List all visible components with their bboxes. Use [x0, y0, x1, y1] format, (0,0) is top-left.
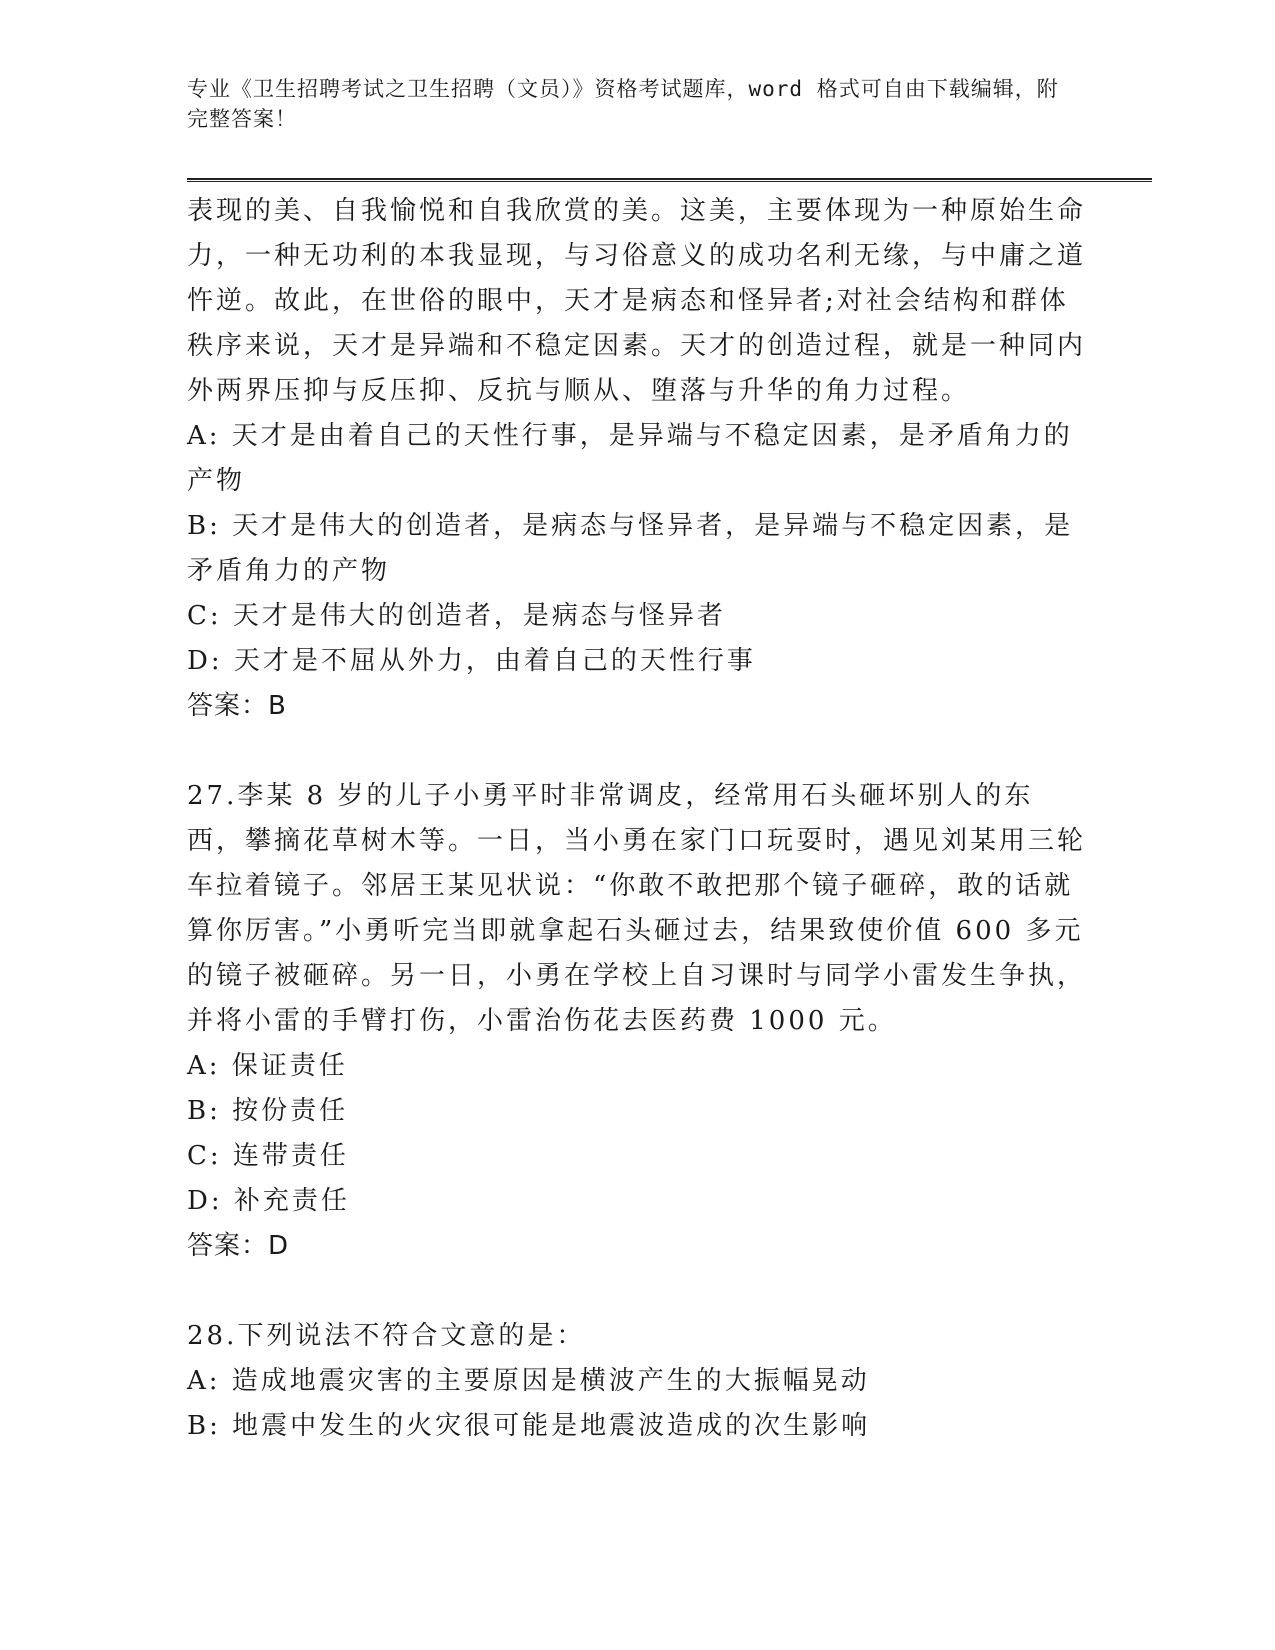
question-26 [187, 189, 1087, 729]
option-a: A: 保证责任 [187, 1051, 348, 1081]
question-28 [187, 1314, 1087, 1449]
option-d: D: 补充责任 [187, 1186, 350, 1216]
question-stem: 表现的美、自我愉悦和自我欣赏的美。这美，主要体现为一种原始生命力，一种无功利的本我显现，与习俗意义的成功名利无缘，与中庸之道忤逆。故此，在世俗的眼中，天才是病态和怪异者;对社会结构和群体秩序来说，天才是异端和不稳定因素。天才的创造过程，就是一种同内外两界压抑与反压抑、反抗与顺从、堕落与升华的角力过程。 [187, 196, 1087, 406]
answer-label: 答案：D [187, 1231, 290, 1261]
option-d: D: 天才是不屈从外力，由着自己的天性行事 [187, 646, 756, 676]
option-a: A: 天才是由着自己的天性行事，是异端与不稳定因素，是矛盾角力的产物 [187, 421, 1073, 496]
header-divider [187, 178, 1152, 182]
section-spacer [187, 1269, 1087, 1314]
option-b: B: 按份责任 [187, 1096, 349, 1126]
option-c: C: 天才是伟大的创造者，是病态与怪异者 [187, 601, 726, 631]
option-c: C: 连带责任 [187, 1141, 349, 1171]
page-header: 专业《卫生招聘考试之卫生招聘（文员）》资格考试题库，word 格式可自由下载编辑，附完整答案！ [187, 77, 1059, 131]
section-spacer [187, 729, 1087, 774]
answer-label: 答案：B [187, 691, 287, 721]
question-stem: 27.李某 8 岁的儿子小勇平时非常调皮，经常用石头砸坏别人的东西，攀摘花草树木等。一日，当小勇在家门口玩耍时，遇见刘某用三轮车拉着镜子。邻居王某见状说：“你敢不敢把那个镜子砸碎，敢的话就算你厉害。”小勇听完当即就拿起石头砸过去，结果致使价值 600 多元的镜子被砸碎。另一日，小勇在学校上自习课时与同学小雷发生争执，并将小雷的手臂打伤，小雷治伤花去医药费 1000 元。 [187, 781, 1087, 1036]
question-27 [187, 774, 1087, 1269]
option-b: B: 天才是伟大的创造者，是病态与怪异者，是异端与不稳定因素，是矛盾角力的产物 [187, 511, 1074, 586]
question-stem: 28.下列说法不符合文意的是： [187, 1321, 586, 1351]
question-content [187, 189, 1087, 1449]
option-b: B: 地震中发生的火灾很可能是地震波造成的次生影响 [187, 1411, 871, 1441]
option-a: A: 造成地震灾害的主要原因是横波产生的大振幅晃动 [187, 1366, 870, 1396]
